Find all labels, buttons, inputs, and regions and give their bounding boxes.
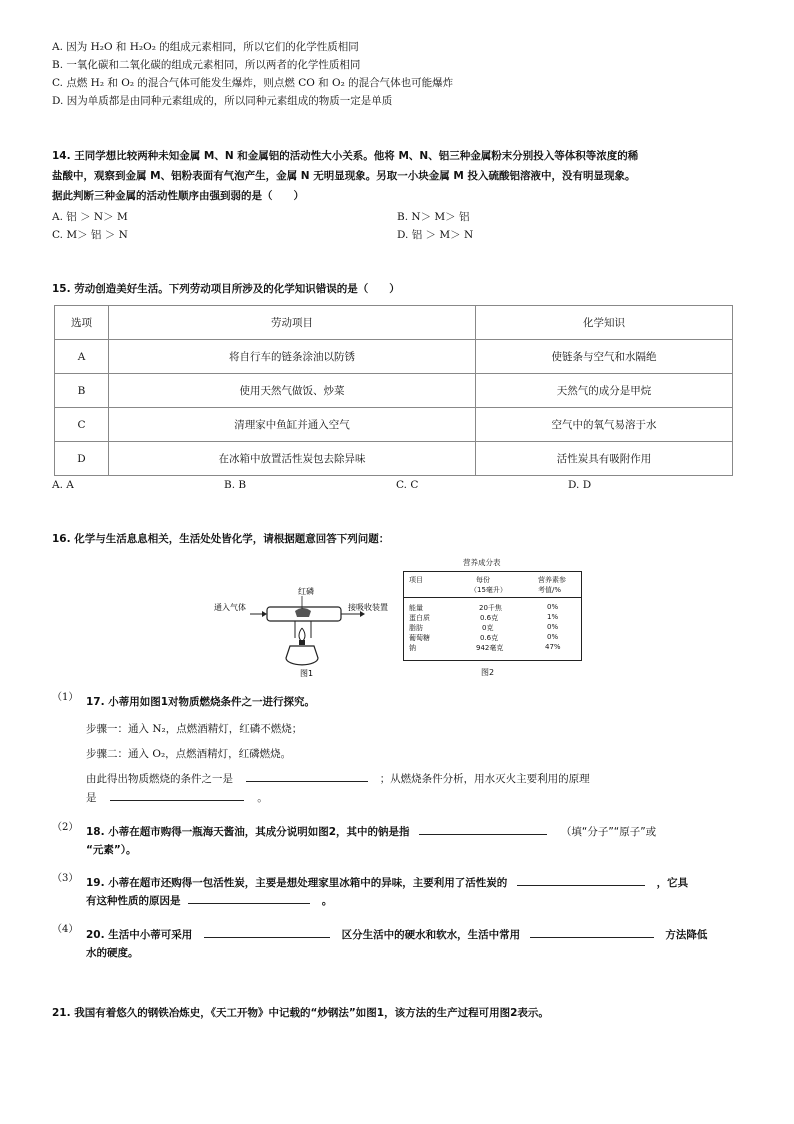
table-header: 选项 — [55, 306, 109, 340]
nutrition-cell: 942毫克 — [476, 644, 504, 652]
nutrition-cell: 0% — [547, 603, 559, 611]
answer-blank[interactable] — [110, 788, 244, 801]
table-cell: 活性炭具有吸附作用 — [476, 442, 733, 476]
q13-option-a: A. 因为 H₂O 和 H₂O₂ 的组成元素相同，所以它们的化学性质相同 — [52, 41, 359, 53]
red-phosphorus-pile — [295, 608, 311, 617]
nutrition-cell: 0% — [547, 623, 559, 631]
sub3-line1 — [86, 873, 688, 893]
q15-table — [54, 305, 733, 476]
table-cell: 使链条与空气和水隔绝 — [476, 340, 733, 374]
nutrition-cell: 0克 — [482, 624, 494, 632]
nutrition-cell: 47% — [545, 643, 561, 651]
sub1-line2 — [86, 788, 268, 808]
table-cell: D — [55, 442, 109, 476]
q15-stem: 15. 劳动创造美好生活。下列劳动项目所涉及的化学知识错误的是（ ） — [52, 283, 400, 295]
sub2-line1 — [86, 822, 656, 842]
nutrition-cell: 蛋白质 — [409, 614, 430, 622]
nutrition-header: 考值/% — [538, 586, 562, 594]
sub4-line1 — [86, 925, 707, 945]
nutrition-cell: 钠 — [409, 644, 416, 652]
q14-option-b: B. N＞ M＞ 铝 — [397, 211, 470, 223]
q14-stem-line1: 14. 王同学想比较两种未知金属 M、N 和金属铝的活动性大小关系。他将 M、N、铝三种金属粉末分别投入等体积等浓度的稀 — [52, 150, 639, 162]
q15-option-d: D. D — [568, 479, 592, 491]
sub1-text: 是 — [86, 792, 97, 804]
q14-option-c: C. M＞ 铝 ＞ N — [52, 229, 128, 241]
q13-option-c: C. 点燃 H₂ 和 O₂ 的混合气体可能发生爆炸，则点燃 CO 和 O₂ 的混合气体也可能爆炸 — [52, 77, 454, 89]
table-header-row — [55, 306, 733, 340]
table-cell: 在冰箱中放置活性炭包去除异味 — [109, 442, 476, 476]
sub3-line2 — [86, 891, 332, 911]
table-cell: A — [55, 340, 109, 374]
nutrition-cell: 0.6克 — [480, 634, 499, 642]
q15-option-a: A. A — [52, 479, 74, 491]
absorb-device-label: 接吸收装置 — [348, 603, 388, 612]
sub4-text: 区分生活中的硬水和软水，生活中常用 — [341, 929, 521, 941]
answer-blank[interactable] — [204, 925, 330, 938]
q13-option-d: D. 因为单质都是由同种元素组成的，所以同种元素组成的物质一定是单质 — [52, 95, 393, 107]
sub2-number: （2） — [52, 822, 79, 833]
divider — [404, 597, 581, 598]
table-header: 化学知识 — [476, 306, 733, 340]
table-header: 劳动项目 — [109, 306, 476, 340]
nutrition-header: （15毫升） — [470, 586, 507, 594]
sub3-text: 19. 小蒂在超市还购得一包活性炭，主要是想处理家里冰箱中的异味，主要利用了活性炭的 — [86, 877, 508, 889]
table-row — [55, 442, 733, 476]
nutrition-table-title: 营养成分表 — [463, 558, 501, 567]
table-cell: 空气中的氧气易溶于水 — [476, 408, 733, 442]
table-cell: 天然气的成分是甲烷 — [476, 374, 733, 408]
figure2-caption: 图2 — [481, 668, 495, 677]
table-cell: C — [55, 408, 109, 442]
table-row — [55, 340, 733, 374]
sub3-text: ，它具 — [656, 877, 689, 889]
nutrition-cell: 脂肪 — [409, 624, 423, 632]
table-cell: 清理家中鱼缸并通入空气 — [109, 408, 476, 442]
sub4-text: 20. 生活中小蒂可采用 — [86, 929, 193, 941]
sub1-number: （1） — [52, 692, 79, 703]
q14-option-a: A. 铝 ＞ N＞ M — [52, 211, 128, 223]
table-cell: B — [55, 374, 109, 408]
red-phosphorus-label: 红磷 — [298, 587, 314, 596]
q14-stem-line2: 盐酸中，观察到金属 M、铝粉表面有气泡产生，金属 N 无明显现象。另取一小块金属 M 投入硫酸铝溶液中，没有明显现象。 — [52, 170, 636, 182]
q21-stem: 21. 我国有着悠久的钢铁冶炼史，《天工开物》中记载的“炒钢法”如图1，该方法的生产过程可用图2表示。 — [52, 1007, 549, 1019]
sub3-text: 有这种性质的原因是 — [86, 895, 181, 907]
figure1-apparatus — [210, 580, 405, 680]
nutrition-cell: 0.6克 — [480, 614, 499, 622]
sub4-text: 方法降低 — [665, 929, 708, 941]
sub1-text: ；从燃烧条件分析，用水灭火主要利用的原理 — [379, 773, 590, 785]
answer-blank[interactable] — [246, 769, 368, 782]
nutrition-header: 营养素参 — [538, 576, 566, 584]
sub4-line2: 水的硬度。 — [86, 947, 139, 959]
sub3-text: 。 — [321, 895, 333, 907]
sub1-text: 由此得出物质燃烧的条件之一是 — [86, 773, 233, 785]
table-row — [55, 408, 733, 442]
table-cell: 使用天然气做饭、炒菜 — [109, 374, 476, 408]
nutrition-header: 项目 — [409, 576, 423, 584]
sub4-number: （4） — [52, 924, 79, 935]
table-cell: 将自行车的链条涂油以防锈 — [109, 340, 476, 374]
nutrition-header: 每份 — [476, 576, 490, 584]
nutrition-table — [403, 571, 582, 661]
sub2-text: （填“分子”“原子”或 — [560, 826, 657, 838]
sub2-line2: “元素”）。 — [86, 844, 137, 856]
q15-option-c: C. C — [396, 479, 419, 491]
q14-option-d: D. 铝 ＞ M＞ N — [397, 229, 474, 241]
nutrition-cell: 葡萄糖 — [409, 634, 430, 642]
answer-blank[interactable] — [530, 925, 654, 938]
nutrition-cell: 20千焦 — [479, 604, 502, 612]
table-row — [55, 374, 733, 408]
sub1-step1: 步骤一：通入 N₂，点燃酒精灯，红磷不燃烧； — [86, 723, 303, 735]
answer-blank[interactable] — [419, 822, 547, 835]
sub3-number: （3） — [52, 873, 79, 884]
arrow-head-icon — [262, 611, 267, 617]
sub1-text: 。 — [257, 792, 268, 804]
sub1-step2: 步骤二：通入 O₂，点燃酒精灯，红磷燃烧。 — [86, 748, 292, 760]
flame-icon — [299, 628, 305, 642]
nutrition-cell: 能量 — [409, 604, 423, 612]
lamp-wick — [299, 640, 305, 645]
answer-blank[interactable] — [517, 873, 645, 886]
sub1-title: 17. 小蒂用如图1对物质燃烧条件之一进行探究。 — [86, 696, 316, 708]
nutrition-cell: 0% — [547, 633, 559, 641]
sub2-text: 18. 小蒂在超市购得一瓶海天酱油，其成分说明如图2，其中的钠是指 — [86, 826, 410, 838]
q16-stem: 16. 化学与生活息息相关，生活处处皆化学，请根据题意回答下列问题： — [52, 533, 390, 545]
q14-stem-line3: 据此判断三种金属的活动性顺序由强到弱的是（ ） — [52, 190, 304, 202]
gas-in-label: 通入气体 — [214, 603, 246, 612]
answer-blank[interactable] — [188, 891, 310, 904]
q13-option-b: B. 一氧化碳和二氧化碳的组成元素相同，所以两者的化学性质相同 — [52, 59, 361, 71]
nutrition-cell: 1% — [547, 613, 559, 621]
alcohol-lamp — [286, 646, 318, 665]
q15-option-b: B. B — [224, 479, 247, 491]
figure1-caption: 图1 — [300, 669, 314, 678]
sub1-line1 — [86, 769, 590, 789]
